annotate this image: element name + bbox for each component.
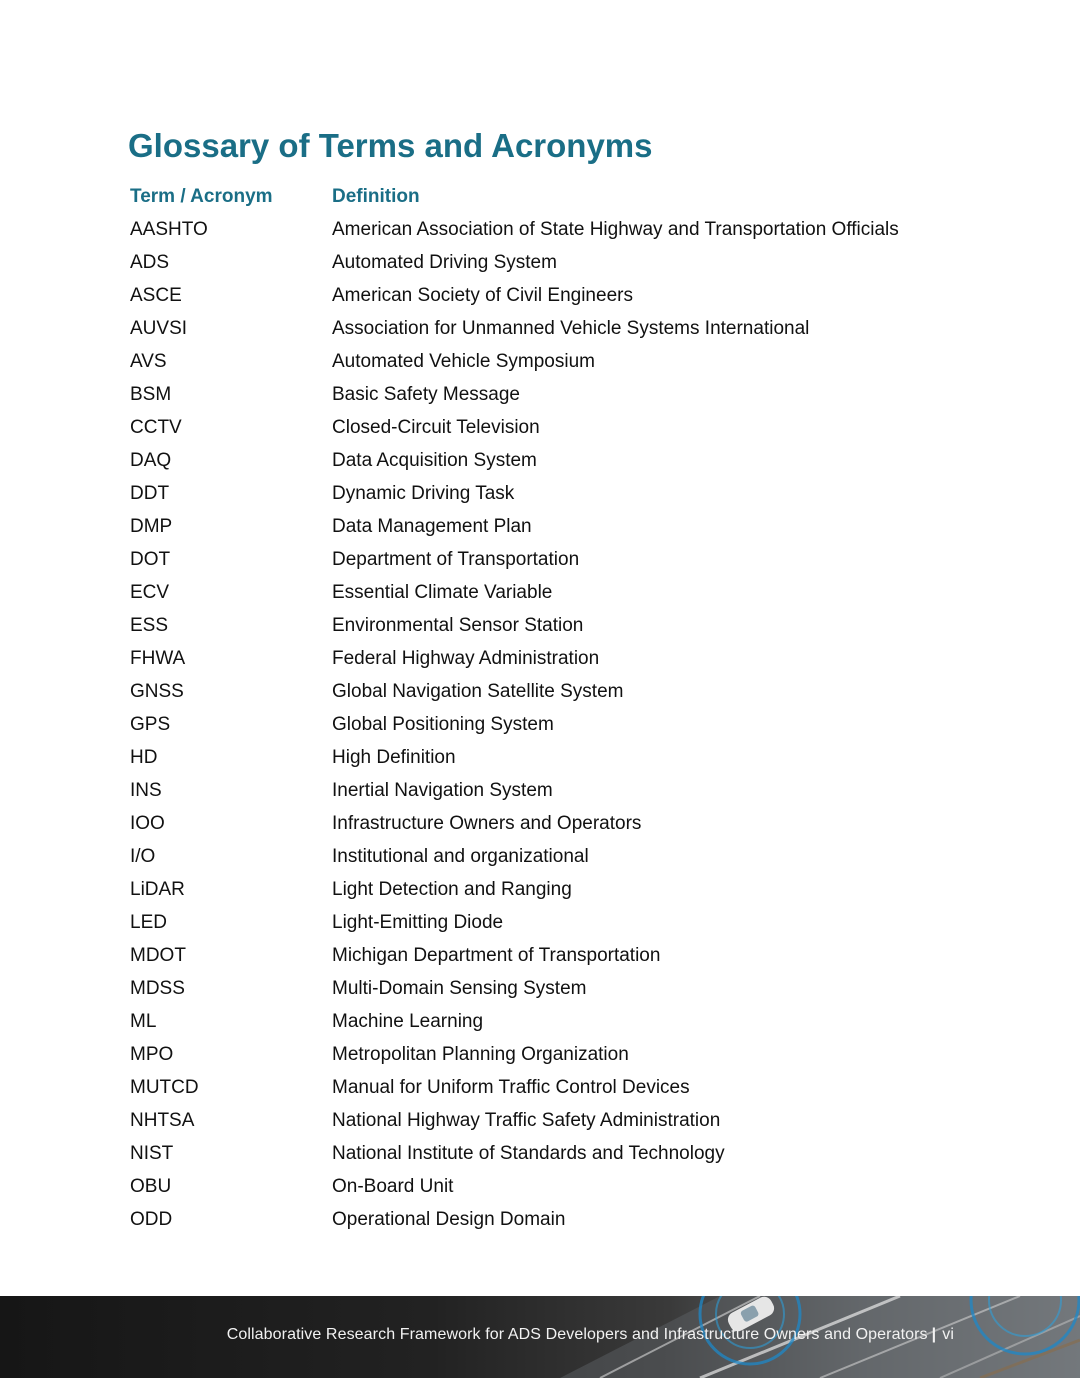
glossary-row [130,840,990,873]
glossary-term: CCTV [130,417,182,438]
glossary-row [130,411,990,444]
glossary-definition: Machine Learning [332,1011,484,1032]
glossary-term: OBU [130,1176,172,1197]
glossary-term: GNSS [130,681,184,702]
glossary-definition: Essential Climate Variable [332,582,553,603]
glossary-term: MDOT [130,945,186,966]
glossary-term: DAQ [130,450,172,471]
page-title: Glossary of Terms and Acronyms [128,127,653,164]
glossary-term: I/O [130,846,156,867]
glossary-row [130,477,990,510]
glossary-term: ADS [130,252,170,273]
glossary-definition: Environmental Sensor Station [332,615,584,636]
column-header-definition: Definition [332,186,420,207]
glossary-term: LED [130,912,167,933]
glossary-row [130,642,990,675]
glossary-row [130,1203,990,1236]
glossary-term: BSM [130,384,172,405]
glossary-definition: Global Navigation Satellite System [332,681,624,702]
glossary-row [130,1071,990,1104]
glossary-row [130,939,990,972]
glossary-row [130,807,990,840]
glossary-row [130,444,990,477]
glossary-definition: Michigan Department of Transportation [332,945,661,966]
glossary-row [130,345,990,378]
glossary-row [130,1137,990,1170]
glossary-definition: Basic Safety Message [332,384,520,405]
glossary-row [130,312,990,345]
column-header-term: Term / Acronym [130,186,273,207]
glossary-definition: Association for Unmanned Vehicle Systems International [332,318,810,339]
glossary-term: MUTCD [130,1077,199,1098]
glossary-definition: Institutional and organizational [332,846,589,867]
glossary-row [130,576,990,609]
glossary-definition: Infrastructure Owners and Operators [332,813,642,834]
glossary-definition: Dynamic Driving Task [332,483,515,504]
glossary-definition: On-Board Unit [332,1176,454,1197]
glossary-definition: American Association of State Highway and Transportation Officials [332,219,899,240]
glossary-definition: Data Management Plan [332,516,532,537]
glossary-term: AUVSI [130,318,188,339]
glossary-row [130,906,990,939]
glossary-term: NIST [130,1143,174,1164]
glossary-term: NHTSA [130,1110,195,1131]
glossary-row [130,741,990,774]
glossary-row [130,972,990,1005]
glossary-term: LiDAR [130,879,185,900]
glossary-row [130,873,990,906]
glossary-term: GPS [130,714,171,735]
glossary-row [130,774,990,807]
glossary-row [130,378,990,411]
glossary-row [130,1104,990,1137]
footer-banner [0,1296,1080,1378]
glossary-definition: Manual for Uniform Traffic Control Devices [332,1077,690,1098]
glossary-row [130,609,990,642]
glossary-header-row [130,180,990,213]
bottom-margin [0,1378,1080,1398]
glossary-row [130,675,990,708]
page-number: vi [942,1326,954,1343]
glossary-definition: Global Positioning System [332,714,554,735]
glossary-term: MPO [130,1044,174,1065]
glossary-row [130,279,990,312]
glossary-row [130,1038,990,1071]
glossary-term: ODD [130,1209,173,1230]
glossary-row [130,213,990,246]
glossary-term: IOO [130,813,165,834]
glossary-term: MDSS [130,978,185,999]
glossary-row [130,708,990,741]
glossary-term: HD [130,747,158,768]
glossary-term: ECV [130,582,170,603]
glossary-term: ML [130,1011,157,1032]
glossary-definition: Automated Driving System [332,252,557,273]
glossary-term: DOT [130,549,171,570]
glossary-definition: Multi-Domain Sensing System [332,978,587,999]
glossary-definition: Closed-Circuit Television [332,417,540,438]
glossary-term: DDT [130,483,170,504]
glossary-definition: American Society of Civil Engineers [332,285,633,306]
glossary-definition: Data Acquisition System [332,450,537,471]
footer-document-title: Collaborative Research Framework for ADS Developers and Infrastructure Owners and Operators [226,1326,928,1343]
glossary-row [130,510,990,543]
glossary-definition: Department of Transportation [332,549,580,570]
glossary-term: DMP [130,516,173,537]
glossary-term: ESS [130,615,169,636]
glossary-row [130,1170,990,1203]
glossary-row [130,543,990,576]
footer-separator: | [931,1326,937,1343]
glossary-definition: National Institute of Standards and Technology [332,1143,725,1164]
footer-caption [227,1326,954,1344]
glossary-term: INS [130,780,162,801]
glossary-definition: Light Detection and Ranging [332,879,572,900]
glossary-definition: Automated Vehicle Symposium [332,351,595,372]
glossary-term: AVS [130,351,167,372]
glossary-definition: Federal Highway Administration [332,648,600,669]
glossary-definition: Metropolitan Planning Organization [332,1044,629,1065]
glossary-definition: High Definition [332,747,456,768]
glossary-definition: Inertial Navigation System [332,780,553,801]
glossary-table [130,180,990,1236]
glossary-term: ASCE [130,285,182,306]
glossary-definition: Light-Emitting Diode [332,912,504,933]
glossary-row [130,1005,990,1038]
glossary-row [130,246,990,279]
glossary-term: FHWA [130,648,186,669]
glossary-term: AASHTO [130,219,208,240]
glossary-definition: National Highway Traffic Safety Administration [332,1110,721,1131]
glossary-body [130,213,990,1236]
glossary-definition: Operational Design Domain [332,1209,566,1230]
